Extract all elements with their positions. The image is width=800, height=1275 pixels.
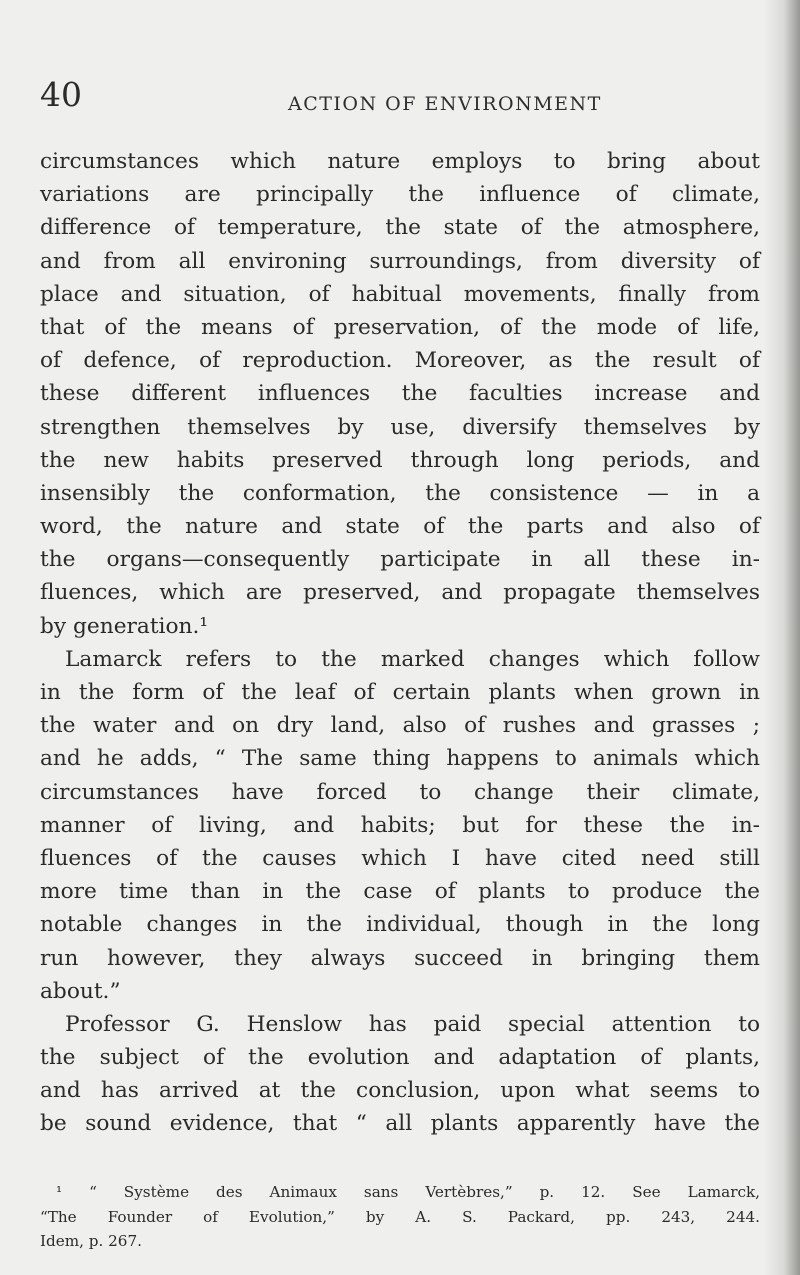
text-line: that of the means of preservation, of the mode of life, bbox=[40, 314, 760, 340]
paragraph-start-line: Professor G. Henslow has paid special attention to bbox=[65, 1011, 760, 1037]
text-line: in the form of the leaf of certain plants when grown in bbox=[40, 680, 760, 705]
text-line: about.” bbox=[40, 978, 121, 1004]
text-line: run however, they always succeed in bringing them bbox=[40, 945, 760, 971]
running-head: ACTION OF ENVIRONMENT bbox=[288, 93, 602, 115]
footnotes bbox=[40, 1180, 760, 1254]
text-line: the water and on dry land, also of rushes and grasses ; bbox=[40, 713, 760, 739]
text-line: word, the nature and state of the parts and also of bbox=[40, 514, 760, 540]
text-line: insensibly the conformation, the consistence — in a bbox=[40, 480, 760, 506]
text-line: the new habits preserved through long periods, and bbox=[40, 447, 760, 473]
text-line: variations are principally the influence of climate, bbox=[40, 182, 760, 208]
footnote-line: ¹ “ Système des Animaux sans Vertèbres,” p. 12. See Lamarck, bbox=[56, 1183, 760, 1201]
text-line: and he adds, “ The same thing happens to animals which bbox=[40, 746, 760, 772]
text-line: fluences, which are preserved, and propagate themselves bbox=[40, 580, 760, 606]
text-line: difference of temperature, the state of the atmosphere, bbox=[40, 215, 760, 241]
text-line: of defence, of reproduction. Moreover, as the result of bbox=[40, 348, 760, 374]
footnote-line: “The Founder of Evolution,” by A. S. Packard, pp. 243, 244. bbox=[40, 1207, 760, 1226]
text-line: manner of living, and habits; but for these the in- bbox=[40, 812, 760, 838]
text-line: the organs—consequently participate in all these in- bbox=[40, 547, 760, 573]
page-number: 40 bbox=[40, 75, 82, 114]
text-line: more time than in the case of plants to produce the bbox=[40, 879, 760, 905]
text-line: these different influences the faculties increase and bbox=[40, 381, 760, 407]
body-text bbox=[40, 145, 760, 1141]
text-line: circumstances have forced to change their climate, bbox=[40, 779, 760, 805]
text-line: the subject of the evolution and adaptation of plants, bbox=[40, 1045, 760, 1071]
text-line: and has arrived at the conclusion, upon what seems to bbox=[40, 1078, 760, 1104]
text-line: place and situation, of habitual movements, finally from bbox=[40, 281, 760, 307]
text-line: and from all environing surroundings, from diversity of bbox=[40, 248, 760, 274]
text-line: circumstances which nature employs to bring about bbox=[40, 149, 760, 174]
paragraph-start-line: Lamarck refers to the marked changes which follow bbox=[65, 646, 760, 672]
text-line: by generation.¹ bbox=[40, 613, 209, 639]
text-line: strengthen themselves by use, diversify themselves by bbox=[40, 414, 760, 440]
text-line: fluences of the causes which I have cited need still bbox=[40, 845, 760, 871]
footnote-line: Idem, p. 267. bbox=[40, 1232, 142, 1250]
text-line: be sound evidence, that “ all plants apparently have the bbox=[40, 1111, 760, 1137]
text-line: notable changes in the individual, though in the long bbox=[40, 912, 760, 938]
page-edge-shadow bbox=[764, 0, 800, 1275]
